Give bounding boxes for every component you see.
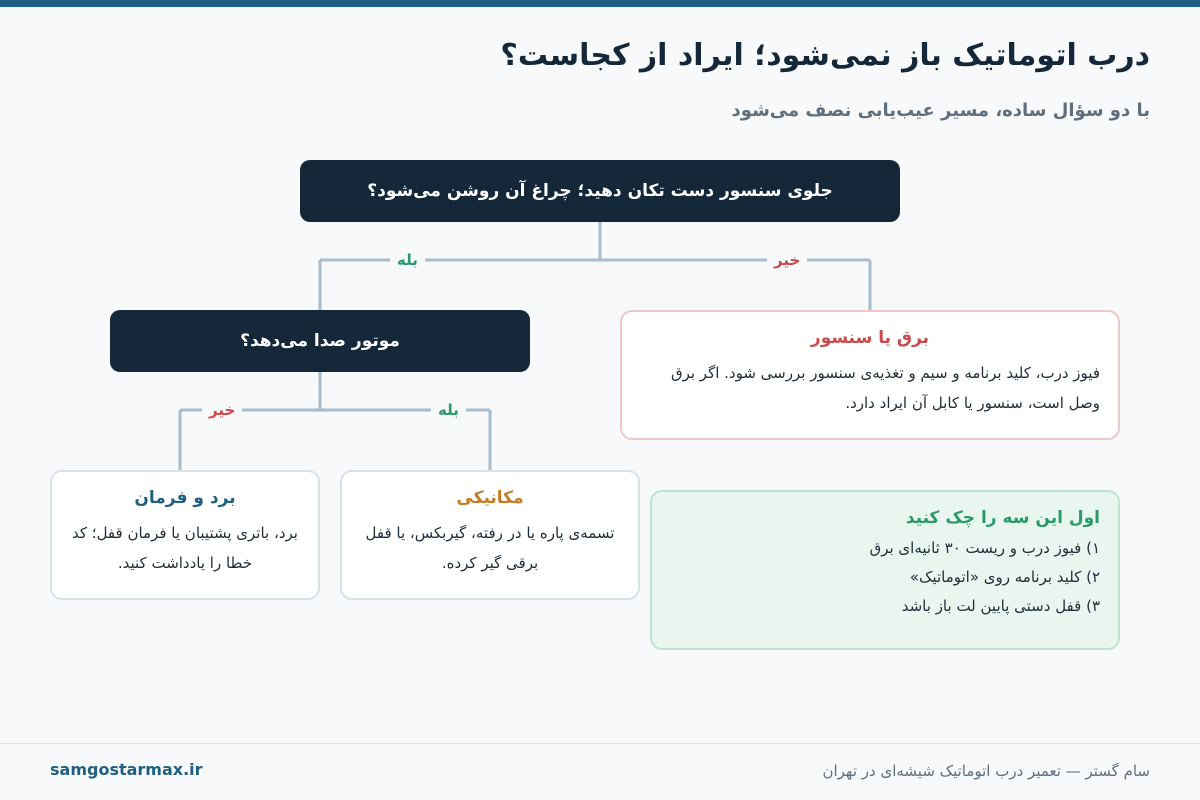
label-q1-no: خیر [767,250,807,270]
footer-caption: سام گستر — تعمیر درب اتوماتیک شیشه‌ای در تهران [822,762,1150,780]
first-checks-list [670,534,1100,621]
label-q1-yes: بله [390,250,425,270]
footer-website: samgostarmax.ir [50,760,203,779]
board-control-title: برد و فرمان [134,488,236,508]
page-subtitle: با دو سؤال ساده، مسیر عیب‌یابی نصف می‌شود [731,100,1150,121]
power-sensor-text: فیوز درب، کلید برنامه و سیم و تغذیه‌ی سنسور بررسی شود. اگر برق وصل است، سنسور یا کابل آن ایراد دارد. [670,364,1100,412]
footer-divider [0,743,1200,744]
label-q2-yes: بله [431,400,466,420]
power-sensor-title: برق یا سنسور [810,328,930,348]
first-checks-card [650,490,1120,650]
mechanical-text: تسمه‌ی پاره یا در رفته، گیربکس، یا قفل برقی گیر کرده. [365,524,615,572]
board-control-card [50,470,320,600]
check-item-manual-lock: ۳) قفل دستی پایین لت باز باشد [901,597,1100,615]
first-checks-title: اول این سه را چک کنید [905,508,1100,528]
question-motor-sound: موتور صدا می‌دهد؟ [110,310,530,372]
check-item-program-switch: ۲) کلید برنامه روی «اتوماتیک» [909,568,1100,586]
mechanical-title: مکانیکی [456,488,524,508]
power-sensor-card [620,310,1120,440]
check-item-fuse: ۱) فیوز درب و ریست ۳۰ ثانیه‌ای برق [869,539,1100,557]
label-q2-no: خیر [202,400,242,420]
question-sensor-light: جلوی سنسور دست تکان دهید؛ چراغ آن روشن می‌شود؟ [300,160,900,222]
page-title: درب اتوماتیک باز نمی‌شود؛ ایراد از کجاست؟ [500,38,1150,73]
mechanical-card [340,470,640,600]
board-control-text: برد، باتری پشتیبان یا فرمان قفل؛ کد خطا را یادداشت کنید. [72,524,298,572]
